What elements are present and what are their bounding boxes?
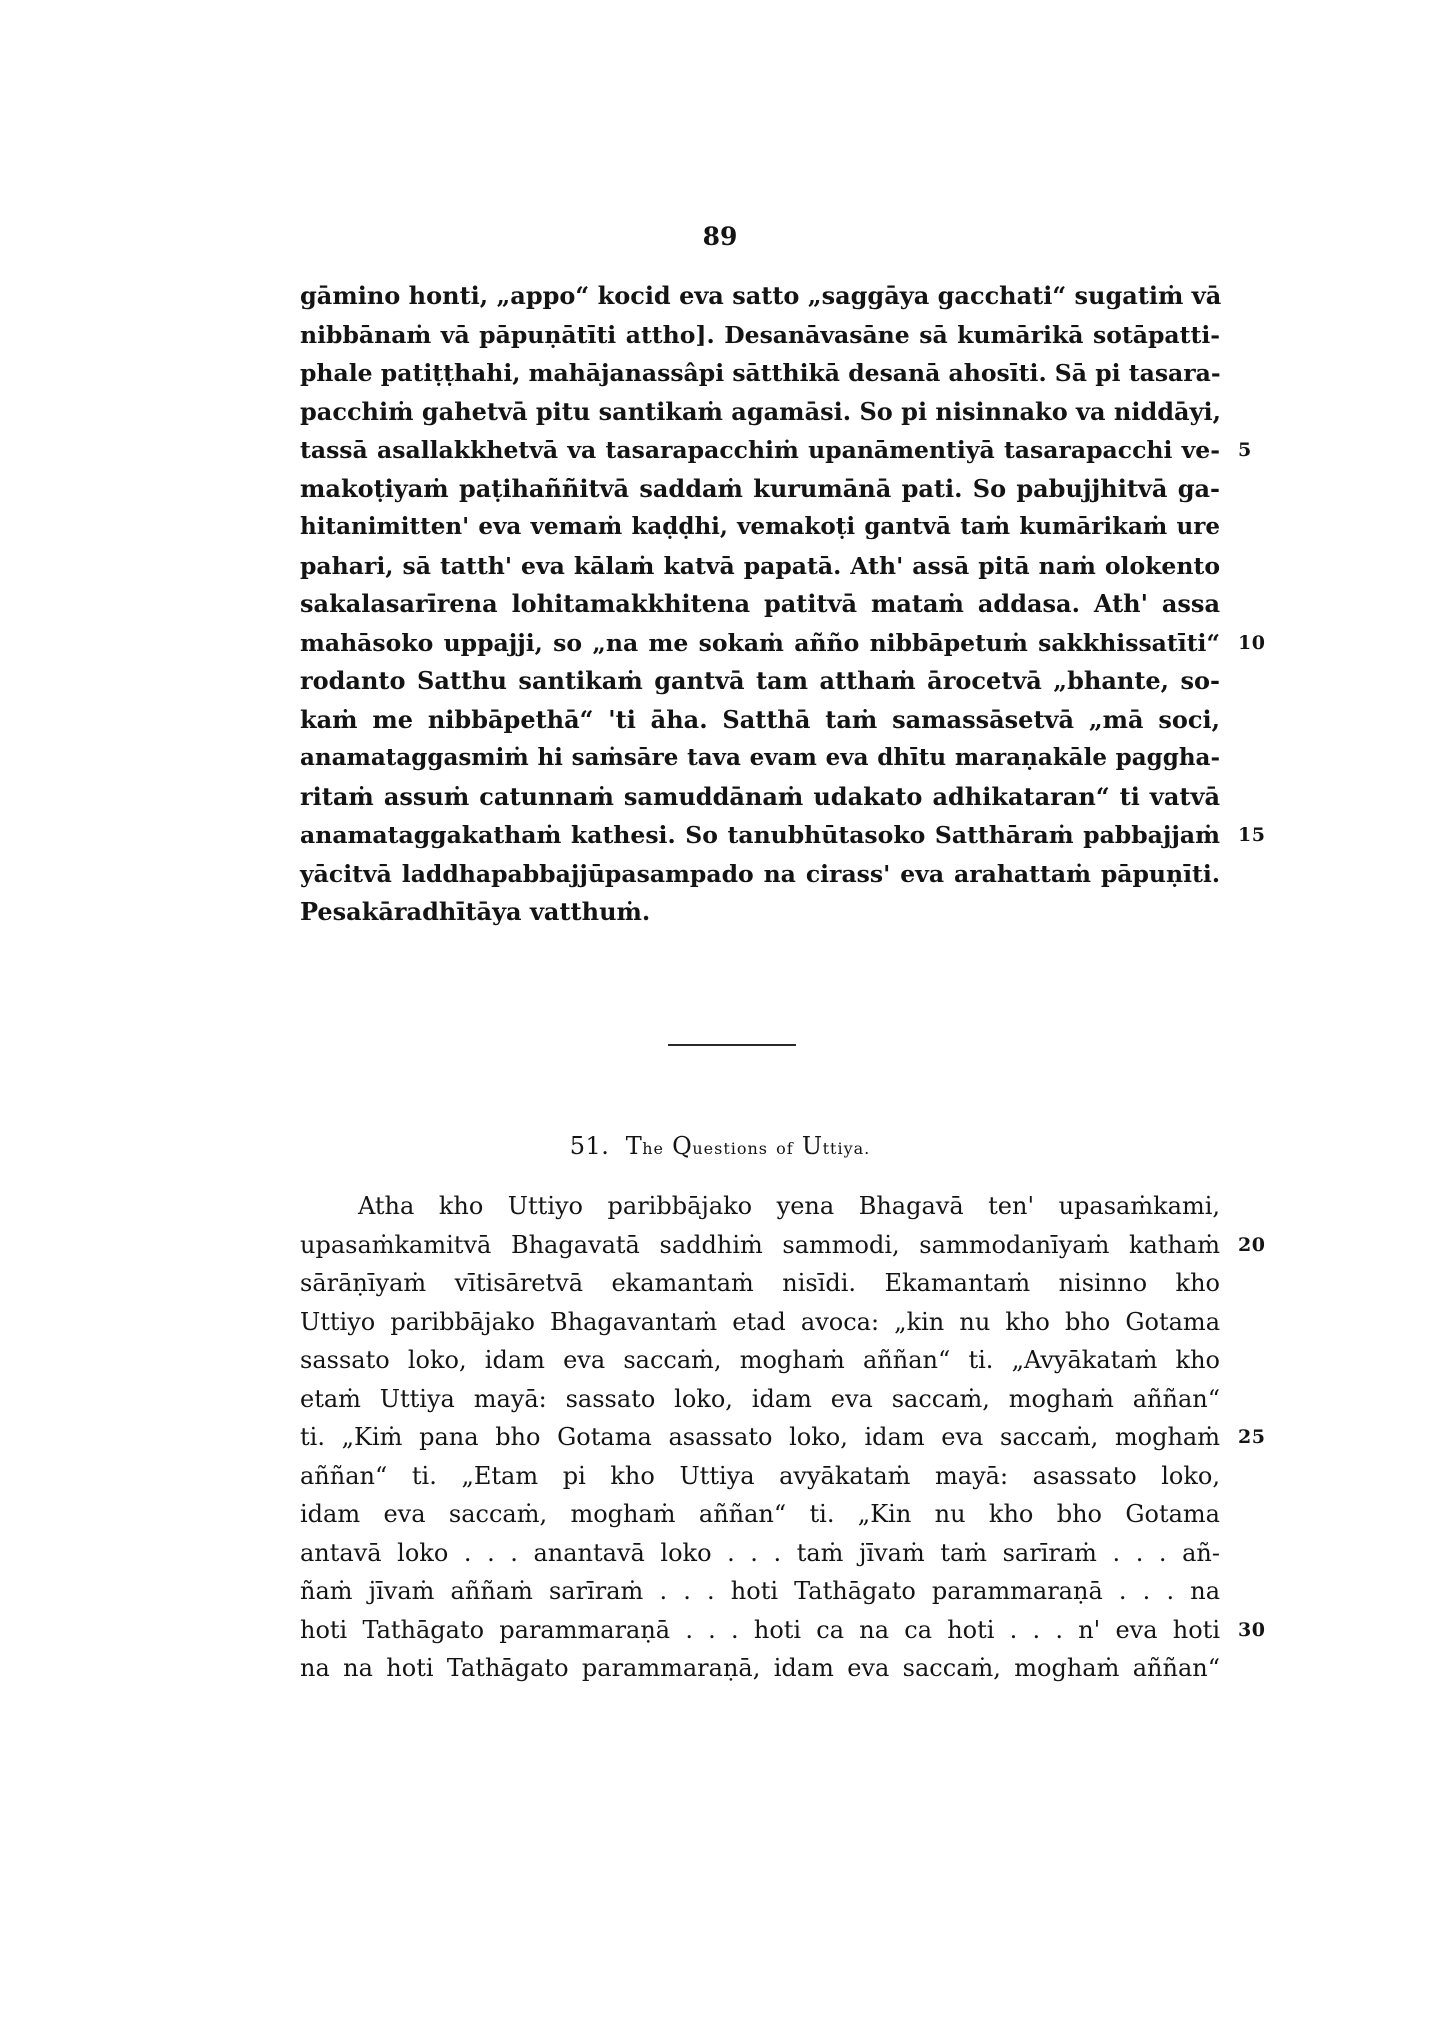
text-line: mahāsoko uppajji, so „na me sokaṁ añño nibbāpetuṁ sakkhissatīti“ 10 <box>300 624 1220 663</box>
text-line: pahari, sā tatth' eva kālaṁ katvā papatā. Ath' assā pitā naṁ olokento <box>300 551 1220 580</box>
section-title-word-questions: Questions <box>672 1132 769 1160</box>
text-line: na na hoti Tathāgato parammaraṇā, idam eva saccaṁ, moghaṁ aññan“ <box>300 1654 1220 1682</box>
line-number: 20 <box>1238 1233 1266 1256</box>
line-number: 5 <box>1238 439 1252 461</box>
section-text-block <box>300 1187 1266 1688</box>
text-line: hoti Tathāgato parammaraṇā . . . hoti ca na ca hoti . . . n' eva hoti 30 <box>300 1611 1220 1650</box>
text-line: idam eva saccaṁ, moghaṁ aññan“ ti. „Kin nu kho bho Gotama <box>300 1500 1220 1528</box>
text-line: makoṭiyaṁ paṭihaññitvā saddaṁ kurumānā pati. So pabujjhitvā ga- <box>300 473 1220 503</box>
text-line: anamataggasmiṁ hi saṁsāre tava evam eva dhītu maraṇakāle paggha- <box>300 744 1220 771</box>
section-divider <box>668 1044 796 1046</box>
text-line: aññan“ ti. „Etam pi kho Uttiya avyākataṁ mayā: asassato loko, <box>300 1461 1220 1490</box>
text-line: sārāṇīyaṁ vītisāretvā ekamantaṁ nisīdi. Ekamantaṁ nisinno kho <box>300 1269 1220 1297</box>
text-line: Uttiyo paribbājako Bhagavantaṁ etad avoca: „kin nu kho bho Gotama <box>300 1307 1220 1336</box>
text-line: ti. „Kiṁ pana bho Gotama asassato loko, idam eva saccaṁ, moghaṁ 25 <box>300 1418 1220 1457</box>
text-line: phale patiṭṭhahi, mahājanassâpi sātthikā desanā ahosīti. Sā pi tasara- <box>300 359 1221 387</box>
section-title-word-the: The <box>625 1132 664 1160</box>
line-number: 15 <box>1238 824 1266 846</box>
text-line: yācitvā laddhapabbajjūpasampado na cirass' eva arahattaṁ pāpuṇīti. <box>300 859 1220 888</box>
text-line: kaṁ me nibbāpethā“ 'ti āha. Satthā taṁ samassāsetvā „mā soci, <box>300 704 1220 734</box>
text-line: antavā loko . . . anantavā loko . . . taṁ jīvaṁ taṁ sarīraṁ . . . añ- <box>300 1538 1220 1567</box>
text-line: etaṁ Uttiya mayā: sassato loko, idam eva saccaṁ, moghaṁ aññan“ <box>300 1384 1220 1413</box>
text-line: pacchiṁ gahetvā pitu santikaṁ agamāsi. So pi nisinnako va niddāyi, <box>300 396 1221 426</box>
text-line: sakalasarīrena lohitamakkhitena patitvā mataṁ addasa. Ath' assa <box>300 589 1220 618</box>
text-line: ritaṁ assuṁ catunnaṁ samuddānaṁ udakato adhikataran“ ti vatvā <box>300 781 1220 811</box>
line-number: 30 <box>1238 1618 1266 1641</box>
top-text-block <box>300 277 1266 932</box>
text-line: upasaṁkamitvā Bhagavatā saddhiṁ sammodi, sammodanīyaṁ kathaṁ 20 <box>300 1226 1220 1265</box>
section-title-word-uttiya: Uttiya. <box>801 1132 871 1160</box>
text-line: sassato loko, idam eva saccaṁ, moghaṁ aññan“ ti. „Avyākataṁ kho <box>300 1346 1220 1374</box>
section-title-word-of: of <box>776 1139 794 1158</box>
text-line: nibbānaṁ vā pāpuṇātīti attho]. Desanāvasāne sā kumārikā sotāpatti- <box>300 320 1220 349</box>
text-line: gāmino honti, „appo“ kocid eva satto „saggāya gacchati“ sugatiṁ vā <box>300 281 1222 310</box>
text-line: ñaṁ jīvaṁ aññaṁ sarīraṁ . . . hoti Tathāgato parammaraṇā . . . na <box>300 1577 1220 1605</box>
page-number: 89 <box>702 222 738 251</box>
text-line: anamataggakathaṁ kathesi. So tanubhūtasoko Satthāraṁ pabbajjaṁ 15 <box>300 816 1220 855</box>
section-heading <box>0 1132 1440 1160</box>
text-line: rodanto Satthu santikaṁ gantvā tam atthaṁ ārocetvā „bhante, so- <box>300 666 1220 695</box>
text-line: hitanimitten' eva vemaṁ kaḍḍhi, vemakoṭi gantvā taṁ kumārikaṁ ure <box>300 513 1220 540</box>
section-number: 51. <box>569 1132 610 1160</box>
text-line: tassā asallakkhetvā va tasarapacchiṁ upanāmentiyā tasarapacchi ve- 5 <box>300 431 1220 470</box>
text-line-last: Pesakāradhītāya vatthuṁ. <box>300 897 651 926</box>
line-number: 25 <box>1238 1426 1266 1448</box>
line-number: 10 <box>1238 631 1266 654</box>
text-line: Atha kho Uttiyo paribbājako yena Bhagavā ten' upasaṁkami, <box>358 1192 1220 1220</box>
